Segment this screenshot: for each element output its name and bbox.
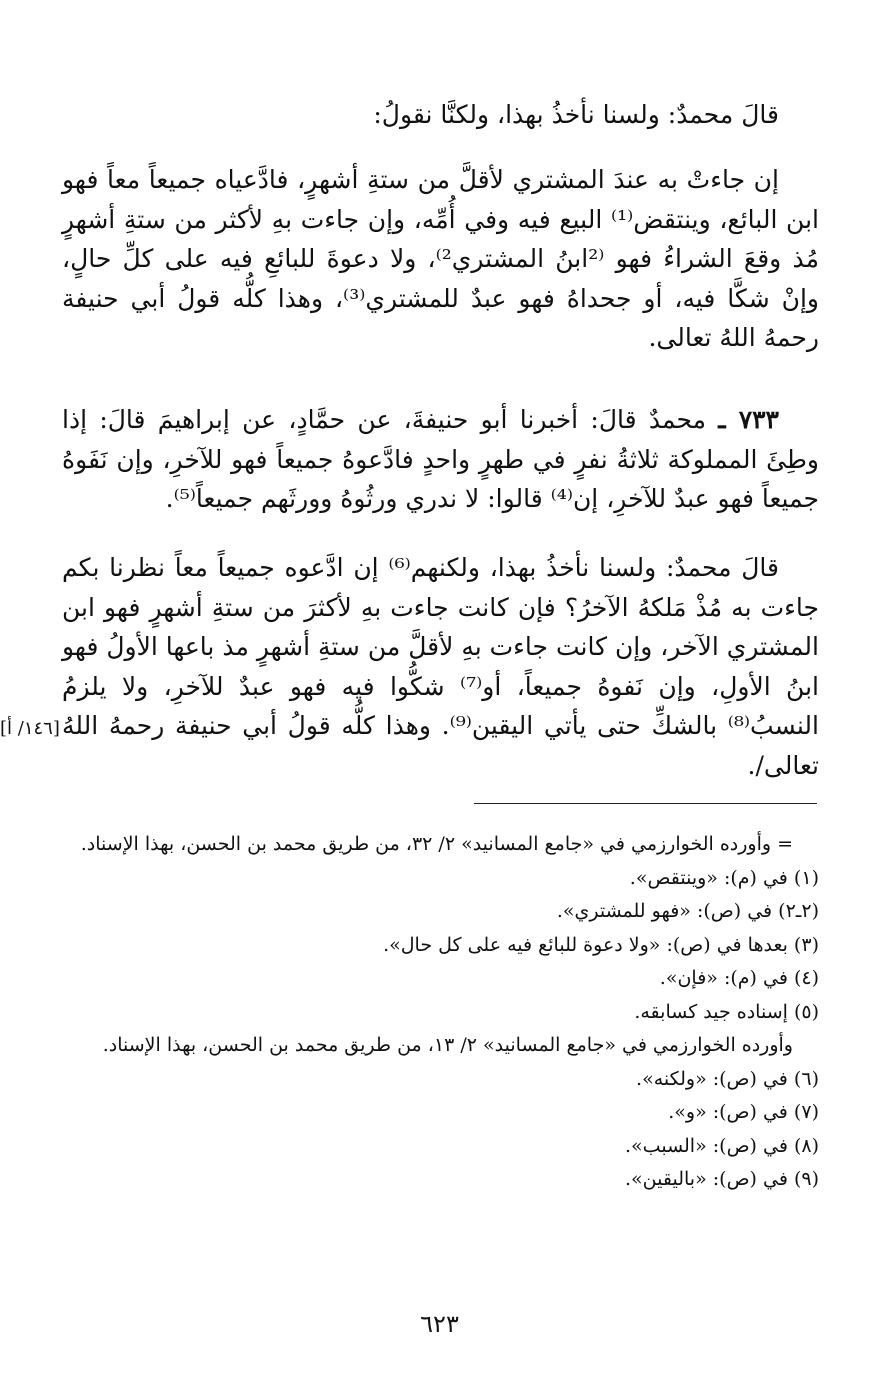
footnotes xyxy=(62,828,819,1197)
footnote: وأورده الخوارزمي في «جامع المسانيد» ٢/ ١٣، من طريق محمد بن الحسن، بهذا الإسناد. xyxy=(102,1034,793,1056)
hadith-number: ٧٣٣ ـ xyxy=(718,405,779,434)
paragraph-text: إن جاءتْ به عندَ المشتري لأقلَّ من ستةِ أشهرٍ، فادَّعياه جميعاً معاً فهو ابن البائع، وينتقض⁽¹⁾ البيع فيه وفي أُمِّه، وإن جاءت بهِ لأكثر من ستةِ أشهرٍ مُذ وقعَ الشراءُ فهو ⁽²ابنُ المشتري²⁾، ولا دعوةَ للبائعِ فيه على كلِّ حالٍ، وإنْ شكَّا فيه، أو جحداهُ فهو عبدٌ للمشتري⁽³⁾، وهذا كلُّه قولُ أبي حنيفة رحمهُ اللهُ تعالى. xyxy=(62,165,819,352)
footnote-separator xyxy=(474,803,817,804)
footnote: (٩) في (ص): «باليقين». xyxy=(625,1168,819,1190)
footnote: = وأورده الخوارزمي في «جامع المسانيد» ٢/ ٣٢، من طريق محمد بن الحسن، بهذا الإسناد. xyxy=(80,833,793,855)
footnote: (١) في (م): «وينتقص». xyxy=(629,866,819,889)
paragraph-4 xyxy=(62,548,819,785)
footnote: (٨) في (ص): «السبب». xyxy=(625,1134,819,1157)
footnote: (٧) في (ص): «و». xyxy=(668,1101,819,1123)
paragraph-2 xyxy=(62,160,819,358)
paragraph-1 xyxy=(62,95,819,135)
paragraph-text: قالَ محمدٌ: ولسنا نأخذُ بهذا، ولكنهم⁽⁶⁾ إن ادَّعوه جميعاً معاً نظرنا بكم جاءت به مُذْ مَلكهُ الآخرُ؟ فإن كانت جاءت بهِ لأكثرَ من ستةِ أشهرٍ فهو ابن المشتري الآخر، وإن كانت جاءت بهِ لأقلَّ من ستةِ أشهرٍ مذ باعها الأولُ فهو ابنُ الأولِ، وإن نَفوهُ جميعاً، أو⁽⁷⁾ شكُّوا فيه فهو عبدٌ للآخرِ، ولا يلزمُ النسبُ⁽⁸⁾ بالشكِّ حتى يأتي اليقين⁽⁹⁾. وهذا كلُّه قولُ أبي حنيفة رحمهُ اللهُ تعالى/. xyxy=(62,553,819,780)
margin-reference: [١٤٦/ أ] xyxy=(0,718,60,739)
footnote: (٣) بعدها في (ص): «ولا دعوة للبائع فيه على كل حال». xyxy=(383,933,819,956)
footnote: (٦) في (ص): «ولكنه». xyxy=(636,1067,819,1090)
footnote: (٥) إسناده جيد كسابقه. xyxy=(634,1000,819,1023)
footnote: (٤) في (م): «فإن». xyxy=(659,967,819,989)
paragraph-text: قالَ محمدٌ: ولسنا نأخذُ بهذا، ولكنَّا نقولُ: xyxy=(373,100,779,129)
paragraph-text xyxy=(62,400,819,519)
hadith-text: محمدٌ قالَ: أخبرنا أبو حنيفةَ، عن حمَّادٍ، عن إبراهيمَ قالَ: إذا وطِئَ المملوكة ثلاثةُ نفرٍ في طهرٍ واحدٍ فادَّعوهُ جميعاً فهو للآخرِ، وإن نَفَوهُ جميعاً فهو عبدٌ للآخرِ، إن⁽⁴⁾ قالوا: لا ندري ورثُوهُ وورثَهم جميعاً⁽⁵⁾. xyxy=(62,405,819,513)
paragraph-3 xyxy=(62,400,819,519)
page-number: ٦٢٣ xyxy=(420,1310,459,1338)
footnote: (٢ـ٢) في (ص): «فهو للمشتري». xyxy=(556,900,819,922)
